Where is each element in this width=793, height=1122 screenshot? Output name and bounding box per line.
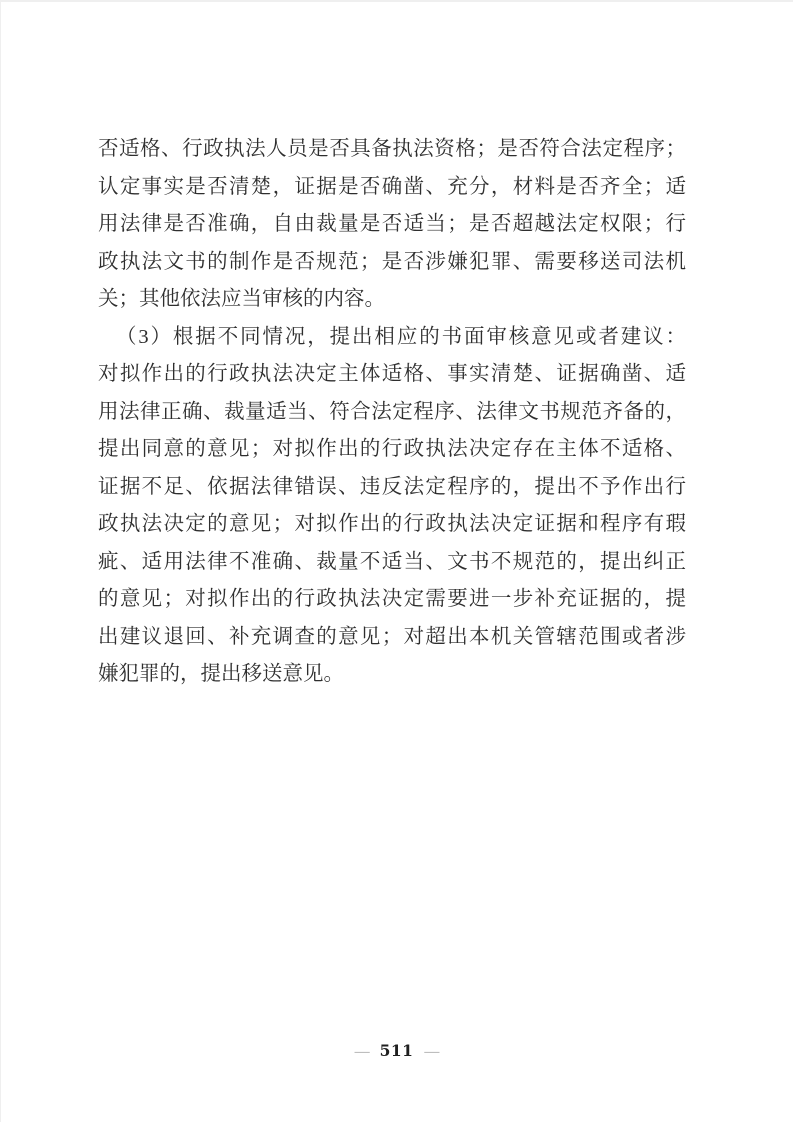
page-number: 511 bbox=[379, 1041, 414, 1060]
page-footer bbox=[0, 1040, 793, 1062]
text-line: 政执法决定的意见；对拟作出的行政执法决定证据和程序有瑕 bbox=[98, 513, 686, 535]
text-line: 政执法文书的制作是否规范；是否涉嫌犯罪、需要移送司法机 bbox=[98, 250, 686, 273]
text-line: 用法律正确、裁量适当、符合法定程序、法律文书规范齐备的， bbox=[98, 400, 686, 423]
footer-dash-right: — bbox=[424, 1044, 439, 1060]
text-line: 对拟作出的行政执法决定主体适格、事实清楚、证据确凿、适 bbox=[98, 363, 686, 385]
text-line: 用法律是否准确，自由裁量是否适当；是否超越法定权限；行 bbox=[98, 213, 686, 235]
text-line: 认定事实是否清楚，证据是否确凿、充分，材料是否齐全；适 bbox=[98, 175, 686, 198]
footer-dash-left: — bbox=[354, 1044, 369, 1060]
text-line: 出建议退回、补充调查的意见；对超出本机关管辖范围或者涉 bbox=[98, 625, 686, 648]
paragraph-continuation bbox=[98, 131, 686, 319]
text-line: 证据不足、依据法律错误、违反法定程序的，提出不予作出行 bbox=[98, 475, 686, 498]
text-line: 关；其他依法应当审核的内容。 bbox=[98, 288, 385, 310]
text-line: 疵、适用法律不准确、裁量不适当、文书不规范的，提出纠正 bbox=[98, 550, 686, 573]
text-line: （3）根据不同情况，提出相应的书面审核意见或者建议： bbox=[116, 325, 686, 348]
text-line: 否适格、行政执法人员是否具备执法资格；是否符合法定程序； bbox=[98, 138, 686, 160]
page-body-text bbox=[98, 131, 686, 694]
text-line: 提出同意的意见；对拟作出的行政执法决定存在主体不适格、 bbox=[98, 438, 686, 460]
text-line: 嫌犯罪的，提出移送意见。 bbox=[98, 663, 344, 685]
paragraph-item-3 bbox=[98, 319, 686, 694]
text-line: 的意见；对拟作出的行政执法决定需要进一步补充证据的，提 bbox=[98, 588, 686, 610]
